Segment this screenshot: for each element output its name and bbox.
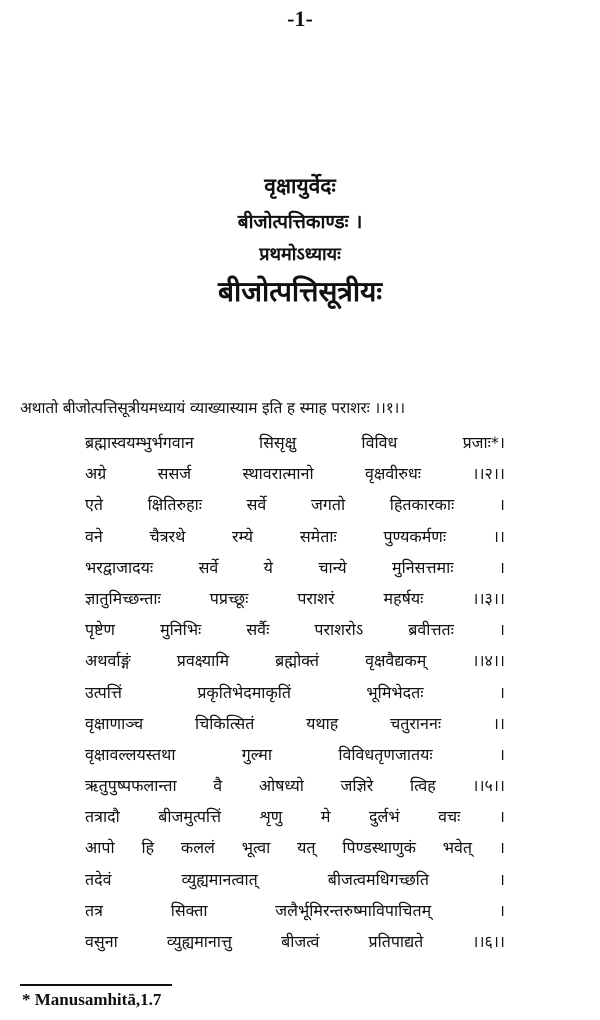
verse-word: । (498, 682, 505, 702)
verse-word: महर्षयः (383, 588, 424, 608)
verse-word: व्युह्यमानत्वात् (181, 869, 258, 889)
verse-word: । (498, 495, 505, 515)
verse-word: बीजमुत्पत्तिं (158, 807, 222, 827)
book-title: वृक्षायुर्वेदः (264, 174, 336, 198)
verse-line (85, 739, 505, 770)
verse-word: सिसृक्षु (258, 433, 297, 452)
verse-word: । (498, 557, 505, 577)
verse-word: । (498, 744, 505, 764)
chapter-number-title: प्रथमोऽध्यायः (259, 244, 341, 265)
verse-word: मुनिसत्तमाः (392, 557, 454, 577)
verse-word: तदेवं (85, 869, 112, 889)
verse-word: सर्वे (246, 495, 267, 515)
verse-line (85, 832, 505, 863)
verse-word: पुण्यकर्मणः (383, 526, 447, 546)
verse-line (85, 708, 505, 739)
intro-line: अथातो बीजोत्पत्तिसूत्रीयमध्यायं व्याख्यास्याम इति ह स्माह पराशरः ।।१।। (20, 399, 405, 417)
verse-word: वसुना (85, 932, 118, 951)
verse-line (85, 583, 505, 614)
verse-word: वृक्षवीरुधः (364, 464, 422, 484)
verse-word: बीजत्वं (281, 932, 320, 951)
verse-word: ब्रह्मोक्तं (275, 651, 319, 671)
verse-word: ।। (492, 713, 505, 733)
verse-word: ।।६।। (472, 932, 505, 951)
verse-word: । (498, 620, 505, 640)
verse-word: सर्वे (198, 557, 219, 577)
verse-word: पराशरं (297, 588, 335, 608)
verse-word: वचः (438, 807, 461, 827)
verse-word: वने (85, 526, 103, 546)
verse-word: वृक्षावल्लयस्तथा (85, 744, 176, 764)
verse-line (85, 645, 505, 676)
verse-word: चतुराननः (390, 713, 442, 733)
verse-word: मे (320, 807, 331, 827)
verse-word: ब्रह्मास्वयम्भुर्भगवान (85, 433, 194, 452)
verse-word: प्रजाः*। (462, 433, 505, 452)
verse-line (85, 521, 505, 552)
verse-word: कललं (180, 838, 215, 858)
section-title: बीजोत्पत्तिकाण्डः । (237, 211, 363, 233)
verse-line (85, 801, 505, 832)
page-number: -1- (287, 6, 313, 31)
verse-word: भवेत् (442, 838, 473, 858)
verse-line (85, 552, 505, 583)
verse-word: ज्ञातुमिच्छन्ताः (85, 588, 161, 608)
verse-word: गुल्मा (241, 744, 273, 764)
verse-word: पप्रच्छूः (209, 588, 249, 608)
footnote: * Manusamhitā,1.7 (22, 990, 162, 1009)
verse-word: ससर्ज (157, 464, 192, 484)
verse-word: भूत्वा (241, 838, 271, 858)
verse-word: हितकारकाः (389, 495, 455, 515)
verse-word: पृष्टेण (85, 620, 116, 640)
verse-word: । (498, 900, 505, 920)
verse-word: शृणु (259, 807, 283, 827)
verse-word: प्रकृतिभेदमाकृतिं (197, 682, 291, 702)
verse-line (85, 677, 505, 708)
verse-word: त्विह (409, 776, 436, 796)
verse-word: विविधतृणजातयः (338, 744, 433, 764)
verse-word: मुनिभिः (160, 620, 202, 640)
verse-word: उत्पत्तिं (85, 682, 122, 702)
verse-word: हि (141, 838, 155, 858)
verse-word: सिक्ता (170, 900, 208, 920)
chapter-title: बीजोत्पत्तिसूत्रीयः (217, 275, 383, 308)
verse-word: एते (85, 495, 103, 515)
verse-word: पिण्डस्थाणुकं (342, 838, 416, 858)
verse-word: । (498, 807, 505, 827)
verse-word: ।।३।। (472, 588, 505, 608)
verse-line (85, 427, 505, 458)
verse-line (85, 770, 505, 801)
verse-word: ऋतुपुष्पफलान्ता (85, 776, 177, 796)
verse-word: ।।२।। (472, 464, 505, 484)
verse-word: तत्र (85, 900, 103, 920)
verse-line (85, 489, 505, 520)
verse-word: । (498, 838, 505, 858)
verse-word: रम्ये (232, 526, 254, 546)
verse-word: सर्वैः (246, 620, 270, 640)
verse-word: प्रवक्ष्यामि (176, 651, 230, 671)
verse-word: वृक्षाणाञ्च (85, 713, 144, 733)
verse-word: ।। (492, 526, 505, 546)
verse-word: समेताः (299, 526, 337, 546)
verse-word: ओषध्यो (258, 776, 304, 796)
verse-line (85, 926, 505, 957)
verse-word: यथाह (306, 713, 339, 733)
verse-word: जज्ञिरे (340, 776, 374, 796)
verse-word: प्रतिपाद्यते (368, 932, 424, 951)
verse-block (85, 427, 505, 957)
verse-line (85, 895, 505, 926)
verse-word: भरद्वाजादयः (85, 557, 154, 577)
verse-line (85, 614, 505, 645)
chapter-titles (0, 176, 600, 306)
verse-word: ब्रवीत्ततः (408, 620, 454, 640)
verse-word: विविध (361, 433, 398, 452)
verse-word: वै (213, 776, 223, 796)
verse-word: जगतो (310, 495, 346, 515)
verse-word: ये (263, 557, 273, 577)
verse-word: चिकित्सितं (194, 713, 255, 733)
verse-word: ।।५।। (472, 776, 505, 796)
verse-word: चैत्ररथे (149, 526, 186, 546)
verse-word: भूमिभेदतः (366, 682, 424, 702)
verse-word: जलैर्भूमिरन्तरुष्माविपाचितम् (275, 900, 432, 920)
verse-word: पराशरोऽ (314, 620, 364, 640)
verse-word: तत्रादौ (85, 807, 120, 827)
verse-word: । (498, 869, 505, 889)
verse-word: चान्ये (318, 557, 347, 577)
verse-word: बीजत्वमधिगच्छति (327, 869, 429, 889)
verse-word: अग्रे (85, 464, 107, 484)
verse-line (85, 864, 505, 895)
verse-line (85, 458, 505, 489)
verse-word: यत् (297, 838, 316, 858)
verse-word: वृक्षवैद्यकम् (365, 651, 427, 671)
verse-word: क्षितिरुहाः (147, 495, 202, 515)
verse-word: अथर्वाङ्गं (85, 651, 131, 671)
verse-word: व्युह्यमानात्तु (166, 932, 232, 951)
verse-word: ।।४।। (472, 651, 505, 671)
verse-word: दुर्लभं (368, 807, 400, 827)
verse-word: स्थावरात्मानो (242, 464, 314, 484)
footnote-divider (20, 984, 172, 986)
verse-word: आपो (85, 838, 115, 858)
